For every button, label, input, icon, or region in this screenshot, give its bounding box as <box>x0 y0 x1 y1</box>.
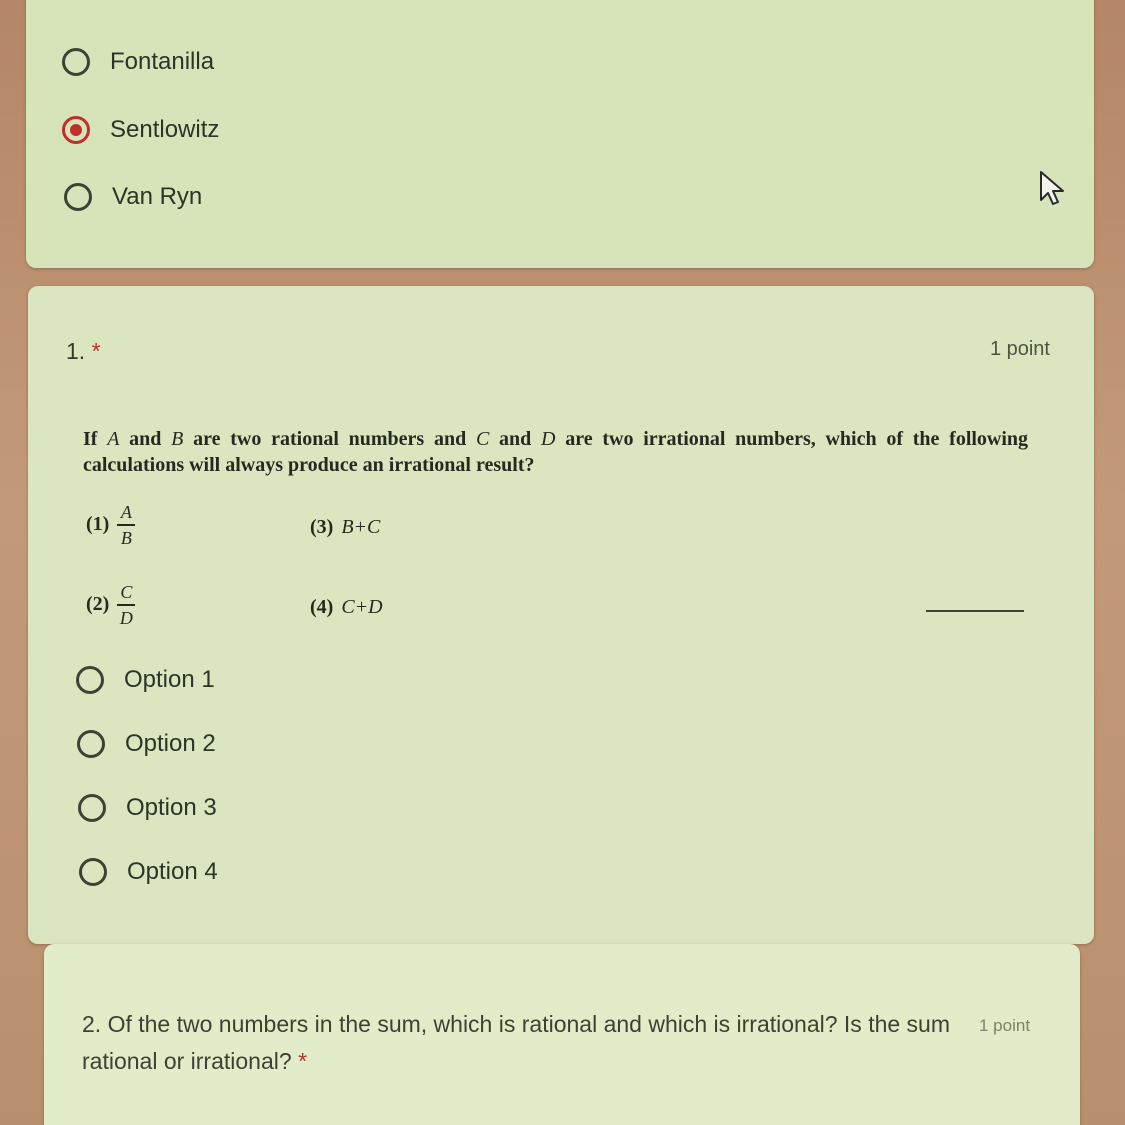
radio-button-icon[interactable] <box>79 858 107 886</box>
problem-statement: If A and B are two rational numbers and C and D are two irrational numbers, which of the following calculations will always produce an irrational result? <box>83 428 1029 476</box>
previous-question-card <box>26 0 1094 268</box>
required-marker: * <box>298 1048 308 1074</box>
question-number: 1. * <box>66 338 101 364</box>
radio-button-icon[interactable] <box>76 666 104 694</box>
question-2-text: 2. Of the two numbers in the sum, which is rational and which is irrational? Is the sum rational or irrational? * <box>82 1011 951 1074</box>
radio-option-label: Fontanilla <box>110 48 215 75</box>
math-choice-4: (4) C+D <box>310 596 383 618</box>
question-points: 1 point <box>979 1016 1031 1035</box>
radio-button-icon[interactable] <box>77 730 105 758</box>
radio-option-label: Option 4 <box>127 858 218 885</box>
radio-option-2[interactable] <box>77 724 216 764</box>
math-choice-1: (1) $\frac{A}{B}$ <box>86 502 135 548</box>
question-2-card <box>44 944 1080 1125</box>
radio-button-selected-icon[interactable] <box>62 116 90 144</box>
fraction: $\frac{A}{B}$ <box>117 502 135 548</box>
radio-option-label: Option 1 <box>124 666 215 693</box>
radio-option-label: Sentlowitz <box>110 116 220 143</box>
radio-option-3[interactable] <box>78 788 217 828</box>
radio-option-1[interactable] <box>76 660 215 700</box>
radio-option-4[interactable] <box>79 852 218 892</box>
question-points: 1 point <box>989 338 1050 360</box>
fraction: $\frac{C}{D}$ <box>117 582 135 628</box>
radio-option-label: Van Ryn <box>112 183 203 210</box>
radio-option-label: Option 3 <box>126 794 217 821</box>
mouse-pointer-icon <box>1038 170 1068 206</box>
radio-option-label: Option 2 <box>125 730 216 757</box>
radio-button-icon[interactable] <box>78 794 106 822</box>
radio-button-icon[interactable] <box>62 48 90 76</box>
question-1-card <box>28 286 1094 944</box>
math-choice-3: (3) B+C <box>310 516 381 538</box>
required-marker: * <box>91 338 101 364</box>
answer-blank-line <box>926 610 1024 612</box>
radio-button-icon[interactable] <box>64 183 92 211</box>
math-choice-2: (2) $\frac{C}{D}$ <box>86 582 135 628</box>
radio-option-sentlowitz[interactable] <box>62 110 219 150</box>
radio-option-van-ryn[interactable] <box>64 177 202 217</box>
radio-option-fontanilla[interactable] <box>62 42 214 82</box>
